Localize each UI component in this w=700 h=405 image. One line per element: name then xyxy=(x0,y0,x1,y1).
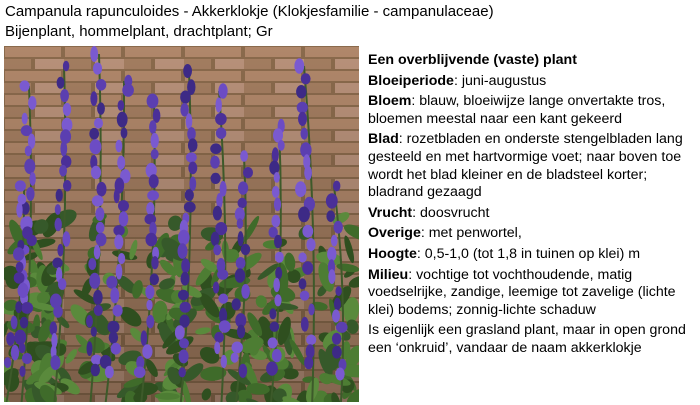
bellflower xyxy=(122,84,134,97)
bellflower xyxy=(332,346,342,359)
bellflower xyxy=(88,258,96,270)
bellflower xyxy=(118,253,125,264)
bellflower xyxy=(300,291,310,301)
bellflower xyxy=(327,247,336,261)
bellflower xyxy=(92,195,104,206)
bellflower xyxy=(55,218,62,232)
bellflower xyxy=(146,233,158,247)
bellflower xyxy=(214,332,224,343)
bellflower xyxy=(188,138,198,152)
bellflower xyxy=(186,152,197,162)
bellflower xyxy=(210,156,220,169)
bellflower xyxy=(238,181,248,194)
bellflower xyxy=(213,282,219,294)
bellflower xyxy=(210,143,221,154)
bellflower xyxy=(213,244,221,255)
bellflower xyxy=(216,97,222,112)
bellflower xyxy=(237,218,243,229)
bellflower xyxy=(218,83,227,98)
bellflower xyxy=(26,187,34,201)
bellflower xyxy=(333,181,340,192)
info-overige: Overige: met penwortel, xyxy=(368,225,522,242)
bellflower xyxy=(58,278,66,290)
bellflower xyxy=(237,325,245,339)
bellflower xyxy=(179,367,186,377)
bellflower xyxy=(60,141,67,157)
bellflower xyxy=(335,286,341,296)
bellflower xyxy=(11,316,18,330)
bellflower xyxy=(298,112,307,126)
bellflower xyxy=(241,244,250,255)
bellflower xyxy=(95,207,104,221)
info-milieu: Milieu: vochtige tot vochthoudende, matig voedselrijke, zandige, leemige tot zavelige (lichte klei) bodems; zonnig-lichte schaduw xyxy=(368,266,676,318)
bellflower xyxy=(273,278,280,292)
bellflower xyxy=(56,189,63,202)
bellflower xyxy=(18,283,29,298)
bellflower xyxy=(301,128,308,140)
bellflower xyxy=(141,330,148,346)
bellflower xyxy=(19,343,26,353)
bellflower xyxy=(117,156,125,170)
bellflower xyxy=(186,113,193,129)
bellflower xyxy=(308,304,314,316)
bellflower xyxy=(52,258,62,269)
bellflower xyxy=(231,353,239,363)
bellflower xyxy=(238,198,247,208)
bellflower xyxy=(239,364,248,378)
bellflower xyxy=(121,128,128,139)
bellflower xyxy=(218,294,228,304)
bellflower xyxy=(336,368,345,381)
bellflower xyxy=(63,180,71,191)
bellflower xyxy=(147,190,159,200)
bellflower xyxy=(97,102,105,114)
bellflower xyxy=(151,149,159,159)
info-panel xyxy=(368,52,698,361)
bellflower xyxy=(19,366,25,377)
bellflower xyxy=(179,338,189,348)
bellflower xyxy=(22,113,28,125)
bellflower xyxy=(306,335,316,346)
bellflower xyxy=(142,344,152,358)
bellflower xyxy=(274,198,281,212)
bellflower xyxy=(185,189,194,201)
bellflower xyxy=(114,189,120,203)
bellflower xyxy=(146,202,154,215)
bellflower xyxy=(302,261,313,274)
bellflower xyxy=(221,355,227,368)
bellflower xyxy=(178,230,190,245)
bellflower xyxy=(184,202,196,213)
bellflower xyxy=(117,112,128,128)
bellflower xyxy=(232,298,241,310)
bellflower xyxy=(217,269,228,280)
bellflower xyxy=(328,269,335,284)
bellflower xyxy=(275,252,284,263)
bellflower xyxy=(334,298,341,311)
bellflower xyxy=(25,146,32,157)
bellflower xyxy=(118,200,129,211)
info-note: Is eigenlijk een grasland plant, maar in open grond een ‘onkruid’, vandaar de naam akkerklokje xyxy=(368,322,686,356)
bellflower xyxy=(94,305,103,316)
bellflower xyxy=(295,181,306,197)
bellflower xyxy=(216,127,226,139)
bellflower xyxy=(269,308,276,319)
bellflower xyxy=(110,287,119,303)
bellflower xyxy=(326,210,335,222)
bellflower xyxy=(181,272,190,286)
bellflower xyxy=(301,73,311,84)
bellflower xyxy=(57,244,63,257)
bellflower xyxy=(272,147,279,162)
bellflower xyxy=(147,94,159,109)
header-subtitle: Bijenplant, hommelplant, drachtplant; Gr xyxy=(5,23,273,40)
bellflower xyxy=(90,46,98,62)
bellflower xyxy=(60,129,71,144)
bellflower xyxy=(294,58,304,73)
bellflower xyxy=(16,262,24,273)
bellflower xyxy=(94,118,103,129)
bellflower xyxy=(146,300,152,311)
bellflower xyxy=(275,267,282,279)
bellflower xyxy=(116,264,123,280)
bellflower xyxy=(20,80,30,91)
bellflower xyxy=(50,321,58,335)
bellflower xyxy=(326,193,338,208)
bellflower xyxy=(334,221,343,234)
bellflower xyxy=(296,85,306,98)
bellflower xyxy=(106,276,117,289)
bellflower xyxy=(213,206,222,221)
bellflower xyxy=(24,159,35,174)
bellflower xyxy=(105,366,114,379)
bellflower xyxy=(60,89,69,102)
bellflower xyxy=(332,309,340,322)
info-bloeiperiode: Bloeiperiode: juni-augustus xyxy=(368,72,547,89)
bellflower xyxy=(22,226,33,239)
bellflower xyxy=(89,273,100,289)
bellflower xyxy=(214,342,220,355)
bellflower xyxy=(96,233,107,247)
bellflower xyxy=(4,357,11,368)
bellflower xyxy=(63,61,69,72)
bellflower xyxy=(240,150,248,162)
bellflower xyxy=(274,172,280,183)
bellflower xyxy=(266,362,278,376)
info-bloem: Bloem: blauw, bloeiwijze lange onvertakte tros, bloemen meestal naar een kant gekeerd xyxy=(368,93,666,127)
bellflower xyxy=(297,102,308,114)
bellflower xyxy=(179,349,189,363)
bellflower xyxy=(151,133,159,148)
bellflower xyxy=(59,165,67,177)
bellflower xyxy=(29,172,35,186)
bellflower xyxy=(119,211,129,226)
bellflower xyxy=(219,320,231,333)
bellflower xyxy=(145,285,154,299)
bellflower xyxy=(298,207,310,223)
bellflower xyxy=(302,225,313,238)
bellflower xyxy=(53,305,63,317)
bellflower xyxy=(118,100,125,111)
bellflower xyxy=(96,222,105,233)
bellflower xyxy=(298,252,306,262)
bellflower xyxy=(178,243,188,259)
bellflower xyxy=(11,345,19,361)
bellflower xyxy=(270,322,280,332)
bellflower xyxy=(301,317,309,332)
bellflower xyxy=(90,91,97,106)
header-title: Campanula rapunculoides - Akkerklokje (Klokjesfamilie - campanulaceae) xyxy=(5,3,494,20)
bellflower xyxy=(22,353,32,364)
bellflower xyxy=(241,284,250,299)
bellflower xyxy=(63,103,71,116)
bellflower xyxy=(181,258,190,273)
bellflower xyxy=(50,355,60,370)
bellflower xyxy=(111,343,121,355)
bellflower xyxy=(28,96,36,110)
bellflower xyxy=(109,332,118,344)
bellflower xyxy=(91,364,100,377)
bellflower xyxy=(189,177,196,192)
bellflower xyxy=(332,333,341,345)
bellflower xyxy=(215,113,227,125)
bellflower xyxy=(21,302,33,314)
plant-photo xyxy=(4,46,359,402)
bellflower xyxy=(89,128,99,140)
bellflower xyxy=(268,337,278,348)
info-vrucht: Vrucht: doosvrucht xyxy=(368,204,490,221)
bellflower xyxy=(306,238,315,251)
bellflower xyxy=(336,322,348,333)
bellflower xyxy=(108,321,120,334)
bellflower xyxy=(188,162,197,175)
bellflower xyxy=(331,235,338,247)
bellflower xyxy=(235,268,245,282)
bellflower xyxy=(180,91,190,104)
bellflower xyxy=(13,247,24,261)
bellflower xyxy=(91,166,101,179)
bellflower xyxy=(94,245,101,259)
bellflower xyxy=(87,341,93,356)
bellflower xyxy=(180,302,191,313)
bellflower xyxy=(14,330,26,345)
bellflower xyxy=(86,315,93,328)
bellflower xyxy=(16,202,22,217)
bellflower xyxy=(243,167,253,178)
bellflower xyxy=(151,256,158,269)
bellflower xyxy=(113,225,124,236)
bellflower xyxy=(238,231,244,246)
bellflower xyxy=(149,174,159,188)
bellflower xyxy=(211,173,221,184)
bellflower xyxy=(20,317,28,329)
bellflower xyxy=(97,182,107,197)
bellflower xyxy=(149,120,156,134)
bellflower xyxy=(175,325,185,340)
bellflower xyxy=(278,140,285,151)
info-blad: Blad: rozetbladen en onderste stengelbladen lang gesteeld en met hartvormige voet; naar boven toe wordt het blad kleiner en de bladsteel korter; bladrand gezaagd xyxy=(368,131,683,201)
bellflower xyxy=(150,274,159,286)
bellflower xyxy=(57,77,65,89)
bellflower xyxy=(6,332,15,346)
bellflower xyxy=(116,140,123,153)
bellflower xyxy=(232,342,243,354)
bellflower xyxy=(183,64,192,78)
bellflower xyxy=(55,204,61,215)
bellflower xyxy=(114,235,123,250)
bellflower xyxy=(299,278,307,289)
bellflower xyxy=(178,290,189,301)
bellflower xyxy=(96,79,106,91)
bellflower xyxy=(93,62,102,74)
bellflower xyxy=(134,367,146,378)
bellflower xyxy=(91,327,97,337)
bellflower xyxy=(15,180,26,191)
bellflower xyxy=(274,294,281,306)
bellflower xyxy=(113,305,123,317)
bellflower xyxy=(90,139,102,154)
bellflower xyxy=(15,301,22,313)
bellflower xyxy=(14,272,25,284)
bellflower xyxy=(146,315,154,328)
bellflower xyxy=(304,356,313,369)
bellflower xyxy=(304,166,312,180)
bellflower xyxy=(93,290,103,305)
bellflower xyxy=(63,231,71,247)
bellflower xyxy=(271,215,280,228)
info-hoogte: Hoogte: 0,5-1,0 (tot 1,8 in tuinen op klei) m xyxy=(368,245,641,262)
bellflower xyxy=(236,257,246,269)
bellflower xyxy=(274,235,282,249)
bellflower xyxy=(211,232,220,247)
plant-type-heading: Een overblijvende (vaste) plant xyxy=(368,52,577,68)
bellflower xyxy=(272,186,280,198)
bellflower xyxy=(272,349,282,362)
